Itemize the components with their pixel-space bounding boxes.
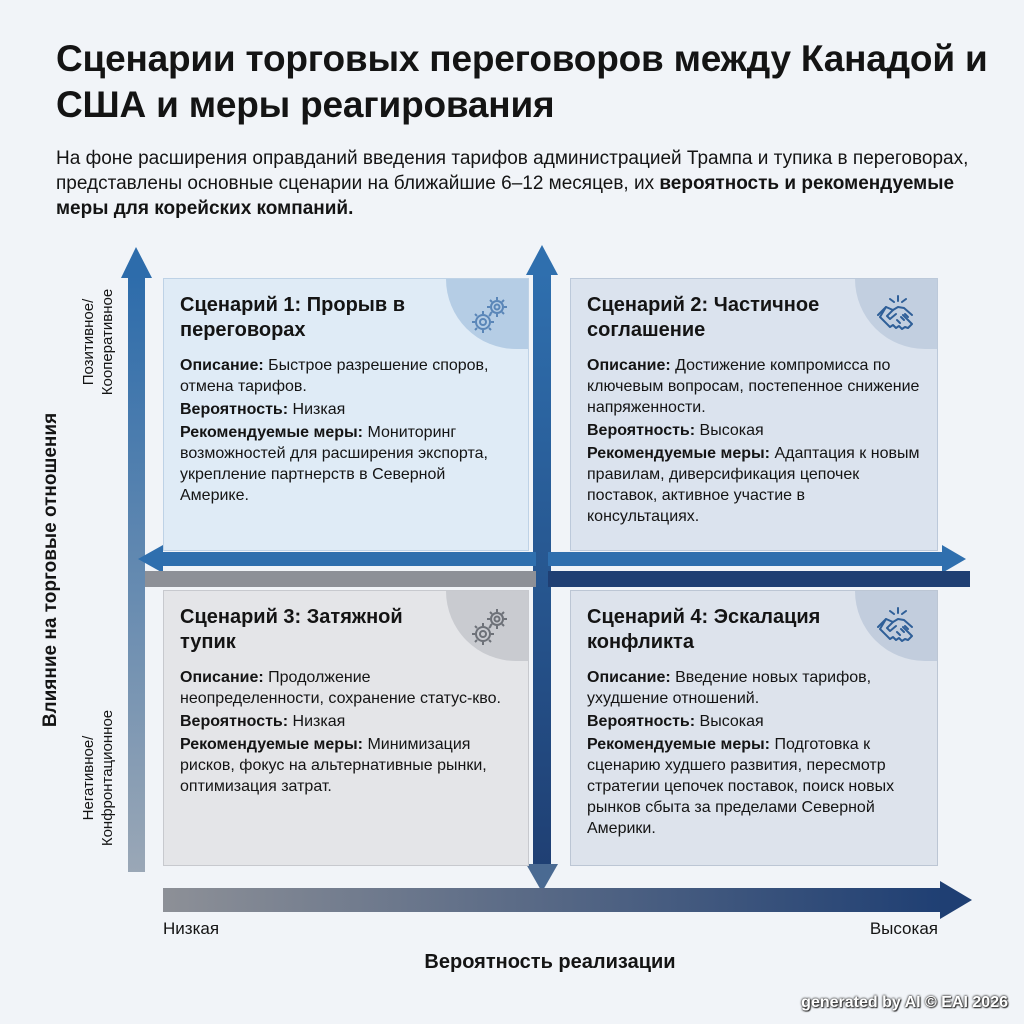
scenario-1-description (180, 355, 512, 397)
x-axis-low-label: Низкая (163, 919, 220, 938)
scenario-2-measures (587, 443, 921, 527)
scenario-4-icon-badge (855, 591, 937, 661)
scenario-3-probability (180, 711, 512, 732)
scenario-4-probability-value: Высокая (699, 713, 764, 730)
measures-label: Рекомендуемые меры: (180, 424, 363, 441)
scenario-3-probability-value: Низкая (292, 713, 346, 730)
scenario-card-4 (570, 590, 938, 866)
description-label: Описание: (180, 357, 264, 374)
scenario-4-probability (587, 711, 921, 732)
watermark: generated by AI © EAI 2026 (801, 994, 1008, 1011)
description-label: Описание: (180, 669, 264, 686)
scenario-3-measures (180, 734, 512, 797)
scenario-4-description-text: Введение новых тарифов, ухудшение отношений. (587, 669, 872, 707)
probability-label: Вероятность: (587, 422, 696, 439)
scenario-4-measures-text: Подготовка к сценарию худшего развития, пересмотр стратегии цепочек поставок, поиск новых рынков сбыта за пределами Северной Америки. (587, 736, 895, 837)
intro-text-regular: На фоне расширения оправданий введения тарифов администрацией Трампа и тупика в переговорах, представлены основные сценарии на ближайшие 6–12 месяцев, их (56, 148, 969, 194)
scenario-2-measures-text: Адаптация к новым правилам, диверсификация цепочек поставок, активное участие в консультациях. (587, 445, 920, 525)
scenario-1-measures-text: Мониторинг возможностей для расширения экспорта, укрепление партнерств в Северной Америке. (180, 424, 488, 504)
x-axis-title: Вероятность реализации (424, 951, 676, 973)
lower-right-divider (548, 571, 970, 587)
page-title: Сценарии торговых переговоров между Канадой и США и меры реагирования (56, 38, 988, 125)
scenario-1-icon-badge (446, 279, 528, 349)
measures-label: Рекомендуемые меры: (180, 736, 363, 753)
intro-text-bold: вероятность и рекомендуемые меры для корейских компаний. (56, 173, 955, 219)
x-axis-bar (163, 888, 943, 912)
upper-right-divider (548, 552, 946, 566)
middle-axis-arrowhead-up (526, 245, 558, 275)
scenario-2-title: Сценарий 2: Частичное соглашение (587, 294, 820, 341)
description-label: Описание: (587, 669, 671, 686)
scenario-1-probability (180, 399, 512, 420)
handshake-icon (875, 293, 921, 337)
probability-label: Вероятность: (587, 713, 696, 730)
probability-label: Вероятность: (180, 401, 289, 418)
scenario-1-measures (180, 422, 512, 506)
lower-left-divider (145, 571, 536, 587)
scenario-2-icon-badge (855, 279, 937, 349)
description-label: Описание: (587, 357, 671, 374)
scenario-2-probability-value: Высокая (699, 422, 764, 439)
scenario-2-description-text: Достижение компромисса по ключевым вопросам, постепенное снижение напряженности. (587, 357, 920, 416)
scenario-1-probability-value: Низкая (292, 401, 346, 418)
scenario-2-description (587, 355, 921, 418)
gears-icon (468, 293, 512, 337)
y-axis-title: Влияние на торговые отношения (40, 412, 61, 728)
scenario-3-description (180, 667, 512, 709)
scenario-3-icon-badge (446, 591, 528, 661)
y-axis-bottom-label: Негативное/ Конфронтационное (80, 709, 116, 847)
scenario-card-3 (163, 590, 529, 866)
middle-axis-arrowhead-down (526, 864, 558, 892)
measures-label: Рекомендуемые меры: (587, 445, 770, 462)
scenario-card-2 (570, 278, 938, 551)
scenario-3-measures-text: Минимизация рисков, фокус на альтернативные рынки, оптимизация затрат. (180, 736, 487, 795)
y-axis-top-label: Позитивное/ Кооперативное (80, 288, 116, 396)
probability-label: Вероятность: (180, 713, 289, 730)
measures-label: Рекомендуемые меры: (587, 736, 770, 753)
left-axis-bar (128, 275, 145, 872)
scenario-card-1 (163, 278, 529, 551)
scenario-4-measures (587, 734, 921, 839)
scenario-2-probability (587, 420, 921, 441)
gears-icon (468, 605, 512, 649)
x-axis-high-label: Высокая (869, 919, 938, 938)
upper-right-divider-arrowhead (942, 545, 966, 573)
scenario-3-description-text: Продолжение неопределенности, сохранение статус-кво. (180, 669, 501, 707)
scenario-1-title: Сценарий 1: Прорыв в переговорах (180, 294, 406, 341)
scenario-3-title: Сценарий 3: Затяжной тупик (180, 606, 403, 653)
scenario-4-title: Сценарий 4: Эскалация конфликта (587, 606, 821, 653)
upper-left-divider (160, 552, 536, 566)
left-axis-arrowhead (121, 247, 152, 278)
scenario-1-description-text: Быстрое разрешение споров, отмена тарифов. (180, 357, 489, 395)
x-axis-arrowhead (940, 881, 972, 919)
handshake-icon (875, 605, 921, 649)
scenario-4-description (587, 667, 921, 709)
